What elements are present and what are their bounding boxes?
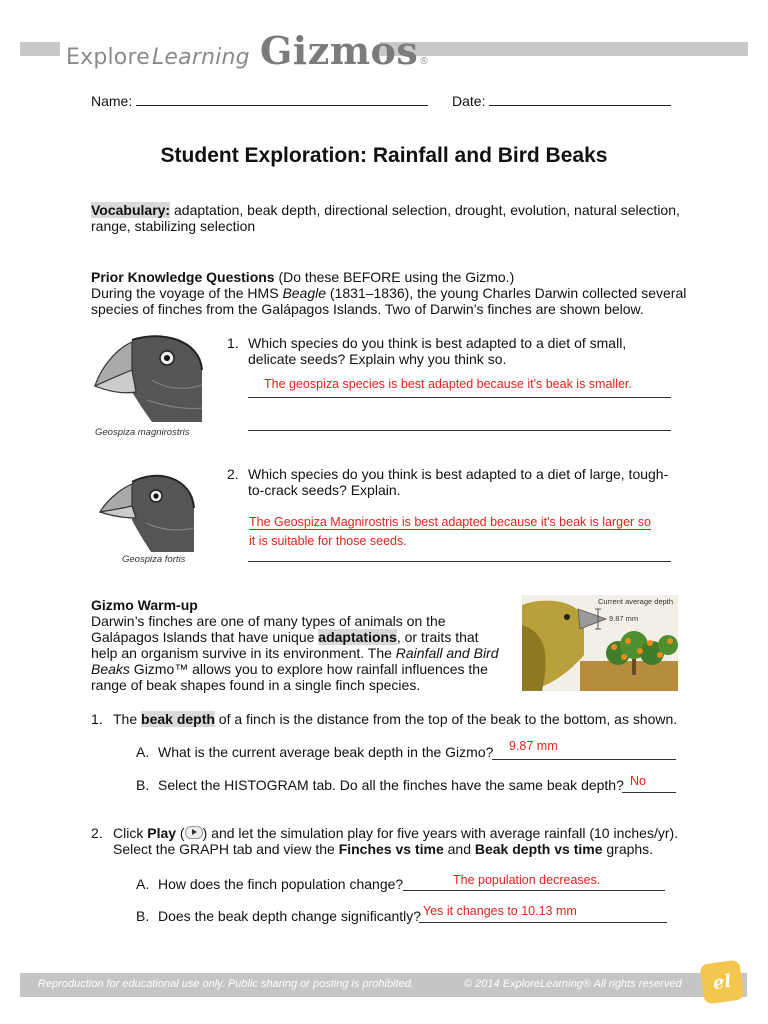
- finch-beak-depth-image: [522, 595, 678, 691]
- q1b-answer[interactable]: No: [630, 774, 646, 788]
- q2b-text: Does the beak depth change significantly?: [158, 908, 422, 924]
- date-field[interactable]: [452, 93, 671, 109]
- q2-and: and: [443, 841, 475, 857]
- q2-text-2a: Select the GRAPH tab and view the: [113, 841, 339, 857]
- warmup-section: [91, 597, 501, 693]
- date-line[interactable]: [489, 105, 671, 106]
- q2b-answer[interactable]: Yes it changes to 10.13 mm: [423, 904, 577, 918]
- q2a-label: A.: [136, 876, 150, 892]
- play-icon: [185, 826, 203, 839]
- q2a-answer[interactable]: The population decreases.: [453, 873, 601, 887]
- q2b-label: B.: [136, 908, 150, 924]
- warmup-text-3: Gizmo™ allows you to explore how rainfall influences the range of beak shapes found in a single finch species.: [91, 661, 488, 693]
- geospiza-fortis-image: [96, 468, 196, 552]
- prior-knowledge: [91, 269, 691, 317]
- vocabulary: [91, 202, 681, 234]
- explorelearning-logo-icon: [699, 959, 744, 1004]
- q2-graphs: graphs.: [602, 841, 654, 857]
- brand-reg: ®: [420, 56, 428, 67]
- prior-intro-1: During the voyage of the HMS: [91, 285, 283, 301]
- q2-text: Click Play ( ) and let the simulation play for five years with average rainfall (10 inches/yr). Select the GRAPH tab and view the Finches vs time and Beak depth vs time graphs.: [113, 825, 679, 857]
- q2-play: Play: [147, 825, 177, 841]
- q2a-text: How does the finch population change?: [158, 876, 404, 892]
- prior-a2-line: [248, 561, 671, 562]
- page-title: Student Exploration: Rainfall and Bird Beaks: [160, 144, 608, 167]
- prior-q2-num: 2.: [227, 466, 239, 482]
- logo-text: el: [711, 970, 733, 994]
- image-label: Current average depth: [598, 597, 674, 606]
- q1a-answer[interactable]: 9.87 mm: [509, 739, 558, 753]
- prior-a1-answer[interactable]: The geospiza species is best adapted because it's beak is smaller.: [264, 377, 632, 391]
- brand-explore-text: Explore: [66, 45, 150, 70]
- prior-q1-text: Which species do you think is best adapted to a diet of small, delicate seeds? Explain why you think so.: [248, 335, 627, 367]
- q2-beak-depth-vs-time: Beak depth vs time: [474, 841, 603, 857]
- prior-a2-answer-line1[interactable]: The Geospiza Magnirostris is best adapted because it's beak is larger so: [249, 515, 651, 529]
- warmup-text-1: Darwin’s finches are one of many types of animals on the Galápagos Islands that have unique: [91, 613, 446, 645]
- footer-right-text: © 2014 ExploreLearning® All rights reserved: [464, 978, 682, 990]
- name-field[interactable]: [91, 93, 428, 109]
- q2b-line: [419, 922, 667, 923]
- geospiza-magnirostris-image: [92, 330, 204, 422]
- q1-term: beak depth: [141, 711, 215, 727]
- prior-a2-answer-line2[interactable]: it is suitable for those seeds.: [249, 534, 407, 548]
- q1a-text: What is the current average beak depth in the Gizmo?: [158, 744, 494, 760]
- q1b-text: Select the HISTOGRAM tab. Do all the finches have the same beak depth?: [158, 777, 624, 793]
- name-line[interactable]: [136, 105, 428, 106]
- footer-left-text: Reproduction for educational use only. Public sharing or posting is prohibited.: [38, 978, 414, 990]
- prior-q1-num: 1.: [227, 335, 239, 351]
- q1b-label: B.: [136, 777, 150, 793]
- name-label: Name:: [91, 93, 133, 109]
- prior-a1-line1: [248, 397, 671, 398]
- warmup-gizmo-name: Rainfall and Bird Beaks: [91, 645, 499, 677]
- prior-heading-note: (Do these BEFORE using the Gizmo.): [274, 269, 515, 285]
- vocabulary-label: Vocabulary:: [91, 202, 171, 218]
- prior-heading: Prior Knowledge Questions: [91, 269, 275, 285]
- q1a-line: [492, 759, 676, 760]
- warmup-text-2: , or traits that help an organism survive in its environment. The: [91, 629, 479, 661]
- q2-finches-vs-time: Finches vs time: [338, 841, 444, 857]
- header-bar-left: [20, 42, 62, 56]
- brand-logo: [66, 28, 428, 73]
- footer-bar: [20, 973, 747, 997]
- q1-post: of a finch is the distance from the top of the beak to the bottom, as shown.: [214, 711, 678, 727]
- q1-text: [113, 711, 693, 727]
- header-bar-right: [380, 42, 748, 56]
- q2-num: 2.: [91, 825, 103, 841]
- image-value: 9.87 mm: [609, 614, 639, 623]
- q2-text-1: and let the simulation play for five years with average rainfall (10 inches/yr).: [207, 825, 679, 841]
- date-label: Date:: [452, 93, 486, 109]
- prior-intro-2: (1831–1836), the young Charles Darwin collected several species of finches from the Galápagos Islands. Two of Darwin’s finches are shown below.: [91, 285, 687, 317]
- prior-intro-beagle: Beagle: [282, 285, 327, 301]
- q1-pre: The: [113, 711, 142, 727]
- q1a-label: A.: [136, 744, 150, 760]
- prior-q2-text: Which species do you think is best adapted to a diet of large, tough-to-crack seeds? Explain.: [248, 466, 669, 498]
- brand-gizmos-text: Gizmos: [259, 28, 419, 73]
- q1b-line: [622, 792, 676, 793]
- q2a-line: [403, 890, 665, 891]
- bird1-caption: Geospiza magnirostris: [95, 427, 190, 438]
- prior-a1-line2: [248, 430, 671, 431]
- q2-click: Click: [113, 825, 148, 841]
- warmup-adaptations: adaptations: [318, 629, 397, 645]
- bird2-caption: Geospiza fortis: [122, 554, 186, 565]
- vocabulary-text: adaptation, beak depth, directional selection, drought, evolution, natural selection, range, stabilizing selection: [91, 202, 680, 234]
- q1-num: 1.: [91, 711, 103, 727]
- warmup-heading: Gizmo Warm-up: [91, 597, 198, 613]
- brand-learning-text: Learning: [151, 45, 250, 70]
